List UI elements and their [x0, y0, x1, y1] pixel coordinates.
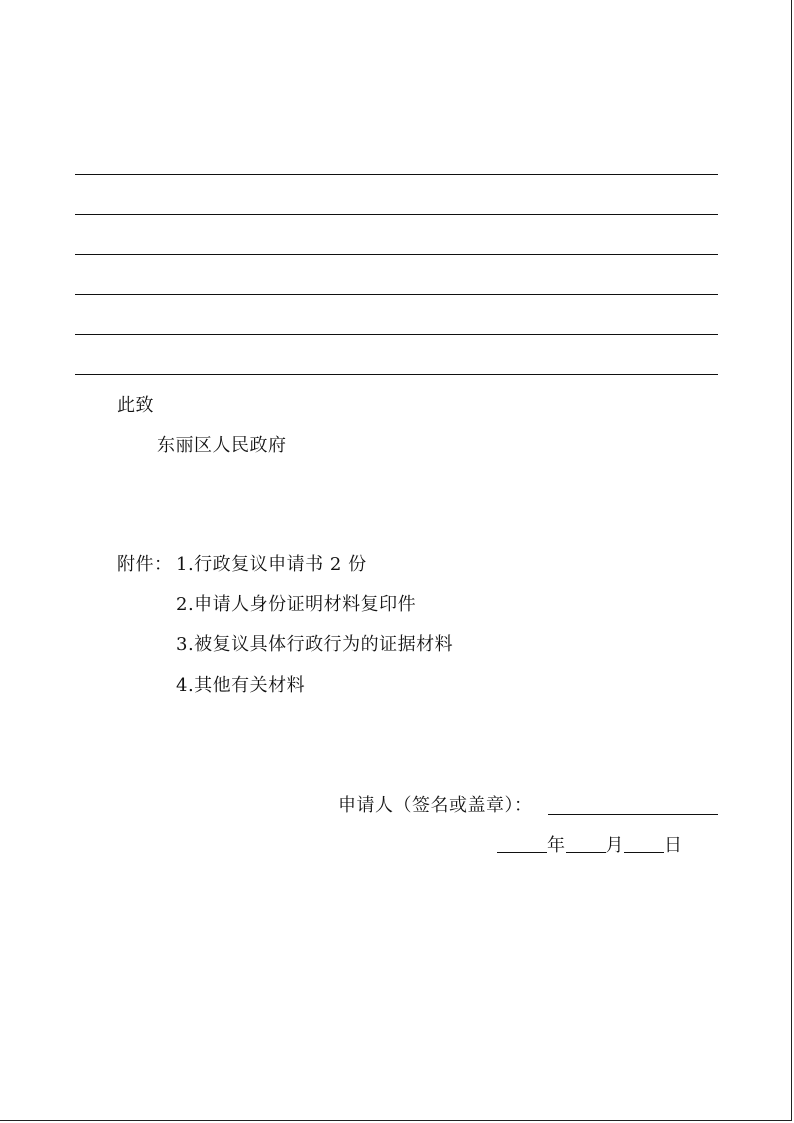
recipient: 东丽区人民政府	[157, 435, 287, 456]
writing-line[interactable]	[75, 254, 718, 255]
writing-line[interactable]	[75, 294, 718, 295]
day-blank[interactable]	[624, 834, 664, 853]
year-blank[interactable]	[497, 834, 547, 853]
page-border-bottom	[0, 1120, 792, 1121]
salutation: 此致	[117, 395, 154, 416]
month-label: 月	[605, 835, 624, 856]
writing-line[interactable]	[75, 334, 718, 335]
attachment-item: 4.其他有关材料	[176, 675, 306, 696]
month-blank[interactable]	[566, 834, 606, 853]
day-label: 日	[664, 835, 683, 856]
writing-line[interactable]	[75, 374, 718, 375]
signature-label: 申请人（签名或盖章）：	[338, 795, 533, 816]
attachments-label: 附件：	[117, 554, 173, 575]
year-label: 年	[547, 835, 566, 856]
writing-line[interactable]	[75, 214, 718, 215]
signature-blank[interactable]	[548, 814, 718, 815]
attachment-item: 3.被复议具体行政行为的证据材料	[176, 634, 454, 655]
attachment-item: 1.行政复议申请书 2 份	[176, 554, 367, 575]
page-border-right	[791, 0, 792, 1121]
attachment-item: 2.申请人身份证明材料复印件	[176, 594, 417, 615]
writing-line[interactable]	[75, 174, 718, 175]
date-line	[497, 834, 683, 857]
